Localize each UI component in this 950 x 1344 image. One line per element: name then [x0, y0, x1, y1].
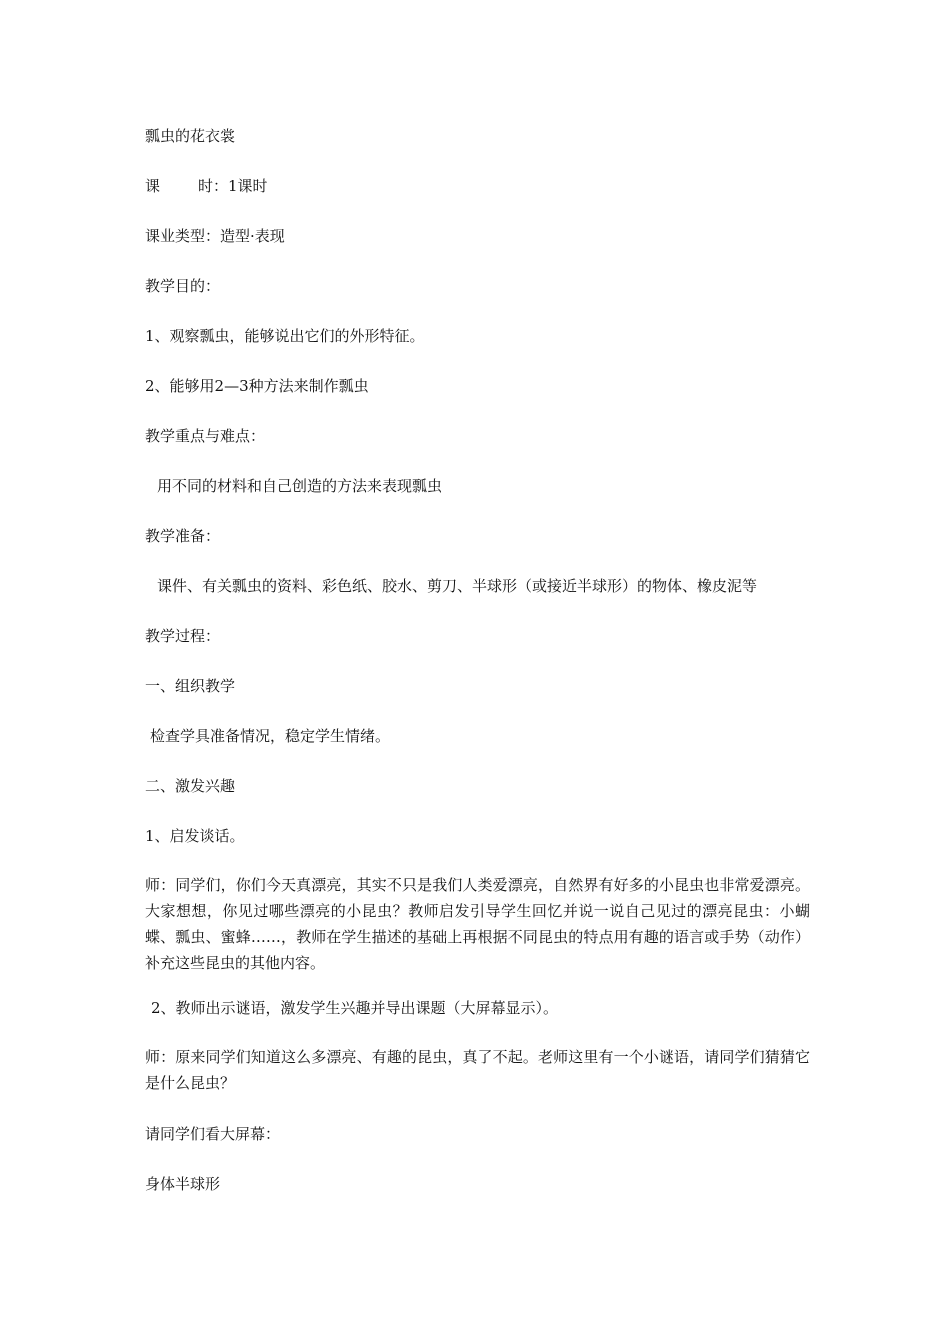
- class-hours-label: 课: [145, 177, 161, 195]
- preparation-text: 课件、有关瓢虫的资料、彩色纸、胶水、剪刀、半球形（或接近半球形）的物体、橡皮泥等: [157, 577, 758, 595]
- key-points-text: 用不同的材料和自己创造的方法来表现瓢虫: [157, 477, 443, 495]
- teacher-speech-2: 师：原来同学们知道这么多漂亮、有趣的昆虫，真了不起。老师这里有一个小谜语，请同学们猜猜它是什么昆虫？: [145, 1048, 810, 1092]
- screen-prompt: 请同学们看大屏幕：: [145, 1125, 281, 1143]
- objective-2: 2、能够用2—3种方法来制作瓢虫: [145, 377, 369, 395]
- step-2-item-1: 1、启发谈话。: [145, 827, 245, 845]
- objective-1: 1、观察瓢虫，能够说出它们的外形特征。: [145, 327, 425, 345]
- step-1-heading: 一、组织教学: [145, 677, 236, 695]
- step-2-heading: 二、激发兴趣: [145, 777, 236, 795]
- key-points-heading: 教学重点与难点：: [145, 427, 266, 445]
- riddle-line-1: 身体半球形: [145, 1175, 221, 1193]
- step-2-item-2: 2、教师出示谜语，激发学生兴趣并导出课题（大屏幕显示）。: [151, 999, 559, 1017]
- lesson-type: 课业类型：造型·表现: [145, 227, 285, 245]
- class-hours-value: 时：1课时: [198, 177, 268, 195]
- preparation-heading: 教学准备：: [145, 527, 221, 545]
- process-heading: 教学过程：: [145, 627, 221, 645]
- document-title: 瓢虫的花衣裳: [145, 127, 236, 145]
- class-hours-line: [145, 174, 268, 198]
- teacher-speech-1: 师：同学们，你们今天真漂亮，其实不只是我们人类爱漂亮，自然界有好多的小昆虫也非常爱漂亮。大家想想，你见过哪些漂亮的小昆虫？教师启发引导学生回忆并说一说自己见过的漂亮昆虫：小蝴蝶、瓢虫、蜜蜂……，教师在学生描述的基础上再根据不同昆虫的特点用有趣的语言或手势（动作）补充这些昆虫的其他内容。: [145, 876, 810, 972]
- step-1-text: 检查学具准备情况，稳定学生情绪。: [150, 727, 391, 745]
- objectives-heading: 教学目的：: [145, 277, 221, 295]
